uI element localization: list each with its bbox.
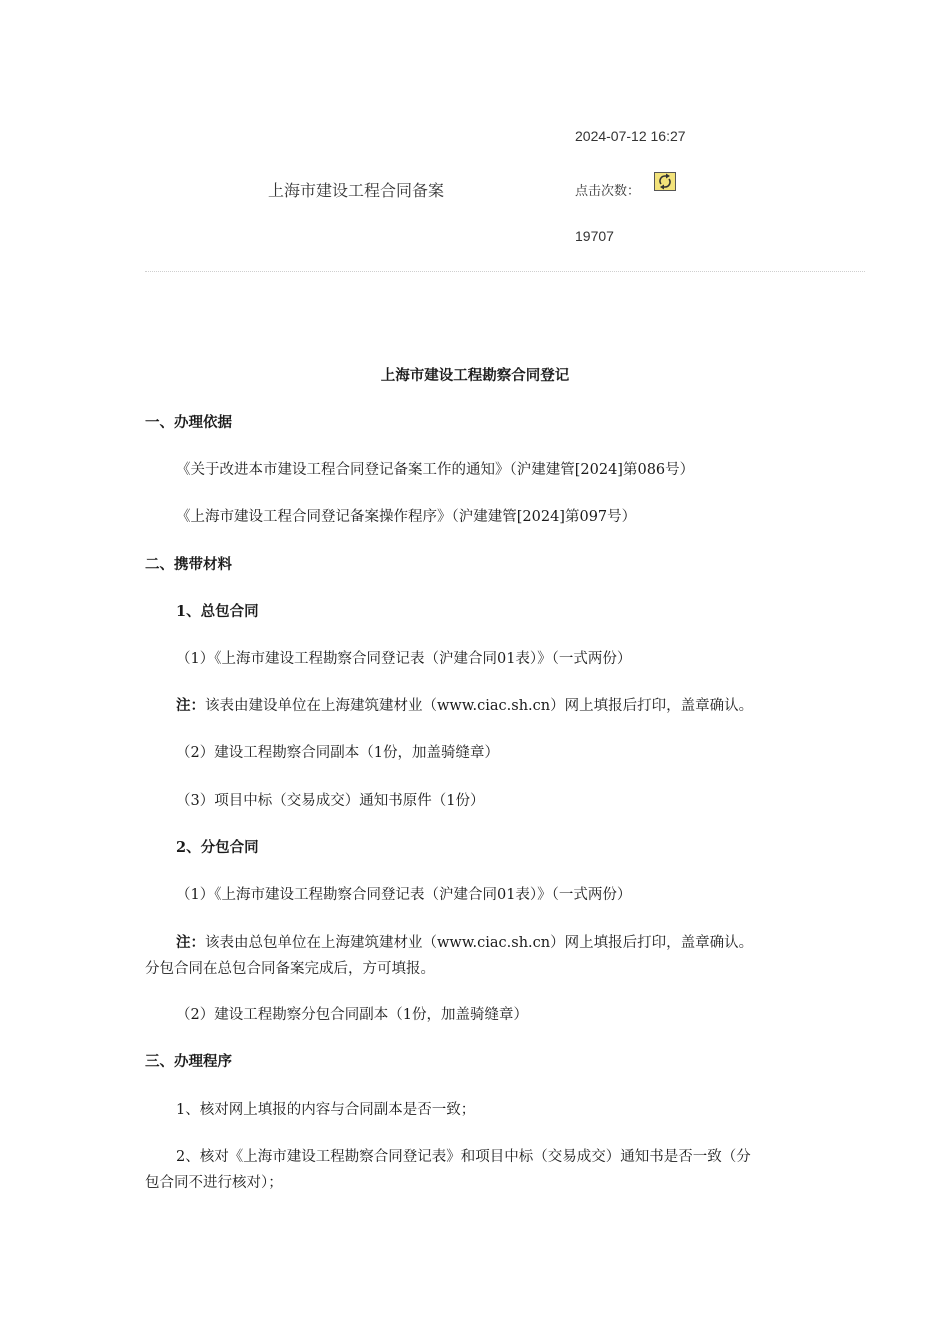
material-note <box>176 694 753 715</box>
material-item: （2）建设工程勘察合同副本（1份，加盖骑缝章） <box>176 745 499 761</box>
note-label: 注： <box>176 934 205 951</box>
subsection-heading-subcontract: 2、分包合同 <box>176 839 259 856</box>
material-item: （2）建设工程勘察分包合同副本（1份，加盖骑缝章） <box>176 1007 528 1023</box>
material-note-continued: 分包合同在总包合同备案完成后，方可填报。 <box>145 961 435 977</box>
refresh-icon <box>654 172 676 191</box>
material-item: （3）项目中标（交易成交）通知书原件（1份） <box>176 793 485 809</box>
note-text: 该表由总包单位在上海建筑建材业（www.ciac.sh.cn）网上填报后打印，盖章确认。 <box>205 935 754 951</box>
note-text: 该表由建设单位在上海建筑建材业（www.ciac.sh.cn）网上填报后打印，盖章确认。 <box>205 698 754 714</box>
section-heading-materials: 二、携带材料 <box>145 556 232 573</box>
material-note <box>176 931 753 952</box>
header-divider <box>145 271 865 272</box>
procedure-step: 1、核对网上填报的内容与合同副本是否一致； <box>176 1102 476 1118</box>
click-count-label: 点击次数： <box>575 184 641 199</box>
material-item: （1）《上海市建设工程勘察合同登记表（沪建合同01表）》（一式两份） <box>176 651 632 667</box>
click-count-value: 19707 <box>575 228 614 244</box>
section-heading-procedure: 三、办理程序 <box>145 1053 232 1070</box>
subsection-heading-main-contract: 1、总包合同 <box>176 603 259 620</box>
note-label: 注： <box>176 697 205 714</box>
publish-datetime: 2024-07-12 16:27 <box>575 128 686 144</box>
article-title: 上海市建设工程勘察合同登记 <box>380 367 570 384</box>
procedure-step: 2、核对《上海市建设工程勘察合同登记表》和项目中标（交易成交）通知书是否一致（分 <box>176 1149 751 1165</box>
material-item: （1）《上海市建设工程勘察合同登记表（沪建合同01表）》（一式两份） <box>176 887 632 903</box>
procedure-step-continued: 包合同不进行核对）； <box>145 1175 283 1191</box>
basis-item: 《关于改进本市建设工程合同登记备案工作的通知》（沪建建管[2024]第086号） <box>176 462 695 478</box>
document-category-title: 上海市建设工程合同备案 <box>268 181 445 200</box>
section-heading-basis: 一、办理依据 <box>145 414 232 431</box>
basis-item: 《上海市建设工程合同登记备案操作程序》（沪建建管[2024]第097号） <box>176 509 637 525</box>
